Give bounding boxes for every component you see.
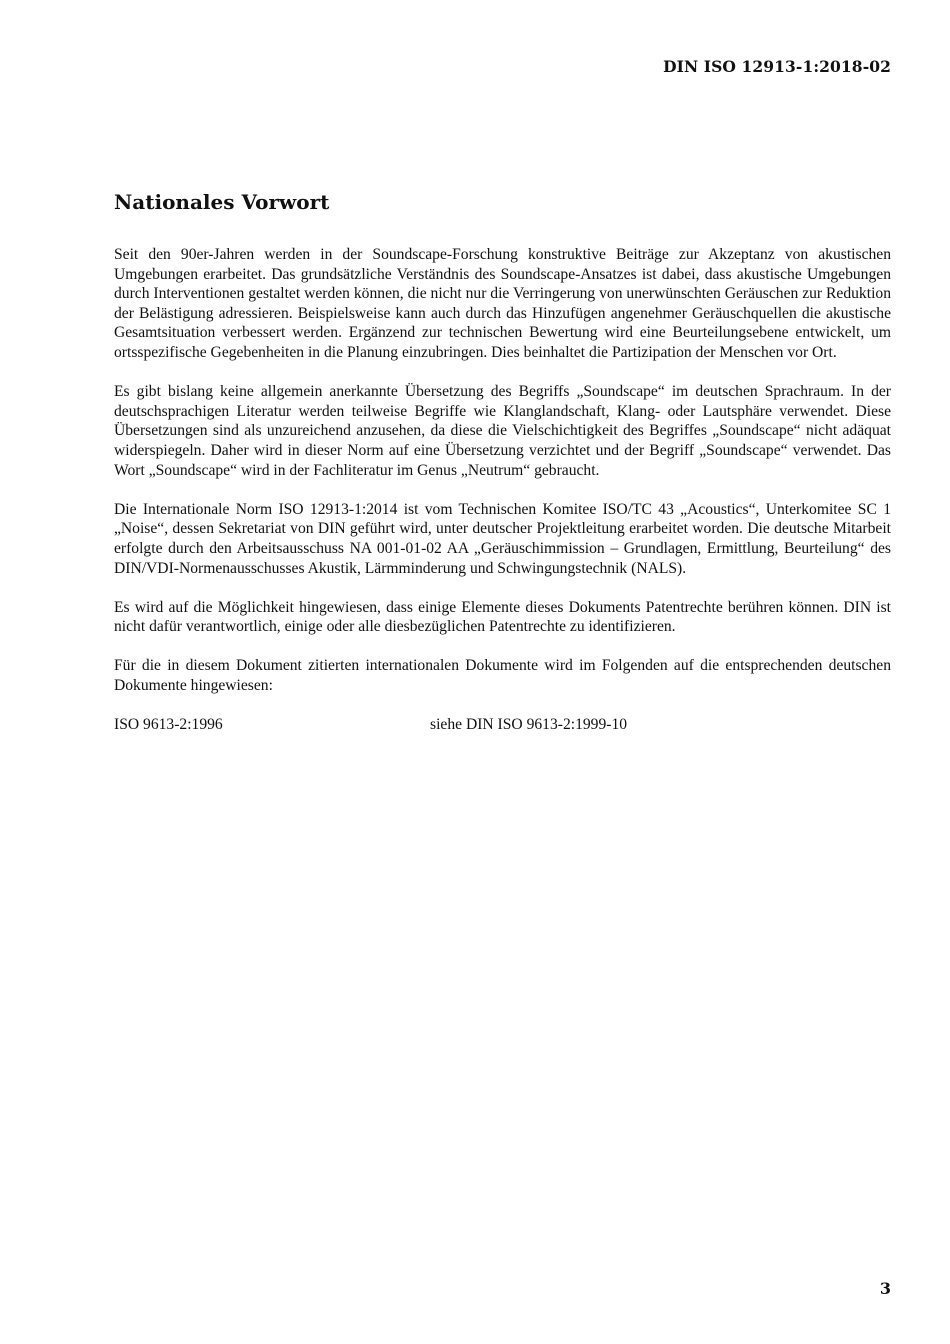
reference-international: ISO 9613-2:1996 xyxy=(114,716,223,734)
reference-row xyxy=(114,715,891,735)
page-number: 3 xyxy=(879,1279,891,1298)
paragraph-committee: Die Internationale Norm ISO 12913-1:2014 ist vom Technischen Komitee ISO/TC 43 „Acoustics“, Unterkomitee SC 1 „Noise“, dessen Sekretariat von DIN geführt wird, unter deutscher Projektleitung erarbeitet worden. Die deutsche Mitarbeit erfolgte durch den Arbeitsausschuss NA 001-01-02 AA „Geräuschimmission – Grundlagen, Ermittlung, Beurteilung“ des DIN/VDI-Normenausschusses Akustik, Lärmminderung und Schwingungstechnik (NALS). xyxy=(114,500,891,577)
paragraph-patent-notice: Es wird auf die Möglichkeit hingewiesen, dass einige Elemente dieses Dokuments Patentrechte berühren können. DIN ist nicht dafür verantwortlich, einige oder alle diesbezüglichen Patentrechte zu identifizieren. xyxy=(114,598,891,636)
paragraph-soundscape-research: Seit den 90er-Jahren werden in der Soundscape-Forschung konstruktive Beiträge zur Akzeptanz von akustischen Umgebungen erarbeitet. Das grundsätzliche Verständnis des Soundscape-Ansatzes ist dabei, dass akustische Umgebungen durch Interventionen gestaltet werden können, die nicht nur die Verringerung von unerwünschten Geräuschen zur Reduktion der Belästigung adressieren. Beispielsweise kann auch durch das Hinzufügen angenehmer Geräuschquellen die akustische Gesamtsituation verbessert werden. Ergänzend zur technischen Bewertung wird eine Beurteilungsebene entwickelt, um ortsspezifische Gegebenheiten in die Planung einzubringen. Dies beinhaltet die Partizipation der Menschen vor Ort. xyxy=(114,246,891,361)
document-id-header: DIN ISO 12913-1:2018-02 xyxy=(663,57,891,76)
paragraph-references-intro: Für die in diesem Dokument zitierten internationalen Dokumente wird im Folgenden auf die entsprechenden deutschen Dokumente hingewiesen: xyxy=(114,657,891,695)
main-content xyxy=(114,188,891,735)
page-title: Nationales Vorwort xyxy=(114,190,330,214)
paragraph-translation: Es gibt bislang keine allgemein anerkannte Übersetzung des Begriffs „Soundscape“ im deutschen Sprachraum. In der deutschsprachigen Literatur werden teilweise Begriffe wie Klanglandschaft, Klang- oder Lautsphäre verwendet. Diese Übersetzungen sind als unzureichend anzusehen, da diese die Vielschichtigkeit des Begriffes „Soundscape“ nicht adäquat widerspiegeln. Daher wird in dieser Norm auf eine Übersetzung verzichtet und der Begriff „Soundscape“ verwendet. Das Wort „Soundscape“ wird in der Fachliteratur im Genus „Neutrum“ gebraucht. xyxy=(114,383,891,479)
reference-german: siehe DIN ISO 9613-2:1999-10 xyxy=(430,716,628,734)
